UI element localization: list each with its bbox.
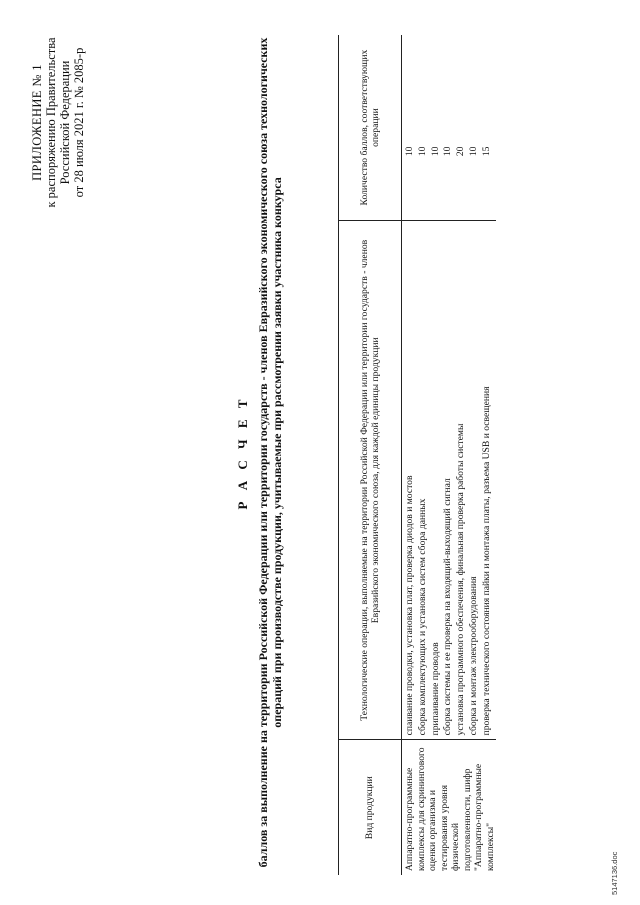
document-subtitle: баллов за выполнение на территории Российской Федерации или территории государств - членов Евразийского экономического союза технологических операций при производстве продукции, учитываемые при рассмотрении заявки участника конкурса (256, 37, 284, 868)
points-value: 10 (467, 146, 479, 157)
points-value: 10 (442, 146, 454, 157)
header-product-type: Вид продукции (339, 740, 402, 875)
header-points: Количество баллов, соответствующих операции (339, 35, 402, 221)
points-cell (402, 35, 497, 221)
points-value: 15 (480, 146, 492, 157)
operation-item: спаивание проводки, установка плат, проверка диодов и мостов (404, 475, 415, 736)
operation-item: припаивание проводов (429, 642, 441, 736)
points-table (338, 35, 496, 875)
operation-item: сборка комплектующих и установка систем сбора данных (416, 498, 428, 736)
operations-cell (402, 221, 497, 740)
operation-item: сборка и монтаж электрооборудования (467, 576, 479, 736)
points-value: 10 (404, 146, 415, 157)
table-row (402, 35, 497, 875)
appendix-line-3: Российской Федерации (58, 60, 72, 185)
document-title: Р А С Ч Е Т (235, 395, 250, 510)
table-header-row (339, 35, 402, 875)
points-value: 20 (455, 146, 467, 157)
appendix-block (30, 20, 86, 225)
operation-item: проверка технического состояния пайки и монтажа платы, разъема USB и освещения (480, 386, 492, 736)
operation-item: сборка системы и ее проверка на входящий-выходящий сигнал (442, 478, 454, 736)
document-heading (235, 20, 284, 885)
points-value: 10 (416, 146, 428, 157)
appendix-line-4: от 28 июля 2021 г. № 2085-р (72, 47, 86, 198)
appendix-line-2: к распоряжению Правительства (44, 37, 58, 208)
points-value: 10 (429, 146, 441, 157)
operation-item: установка программного обеспечения, финальная проверка работы системы (455, 423, 467, 736)
document-file-code: 5147136.doc (610, 851, 619, 895)
product-type-cell: Аппаратно-программные комплексы для скринингового оценки организма и тестирования уровня физической подготовленности, шифр "Аппаратно-программные комплексы" (404, 747, 496, 871)
appendix-title: ПРИЛОЖЕНИЕ № 1 (30, 64, 44, 181)
header-operations: Технологические операции, выполняемые на территории Российской Федерации или территории государств - членов Евразийского экономического союза, для каждой единицы продукции (339, 221, 402, 740)
